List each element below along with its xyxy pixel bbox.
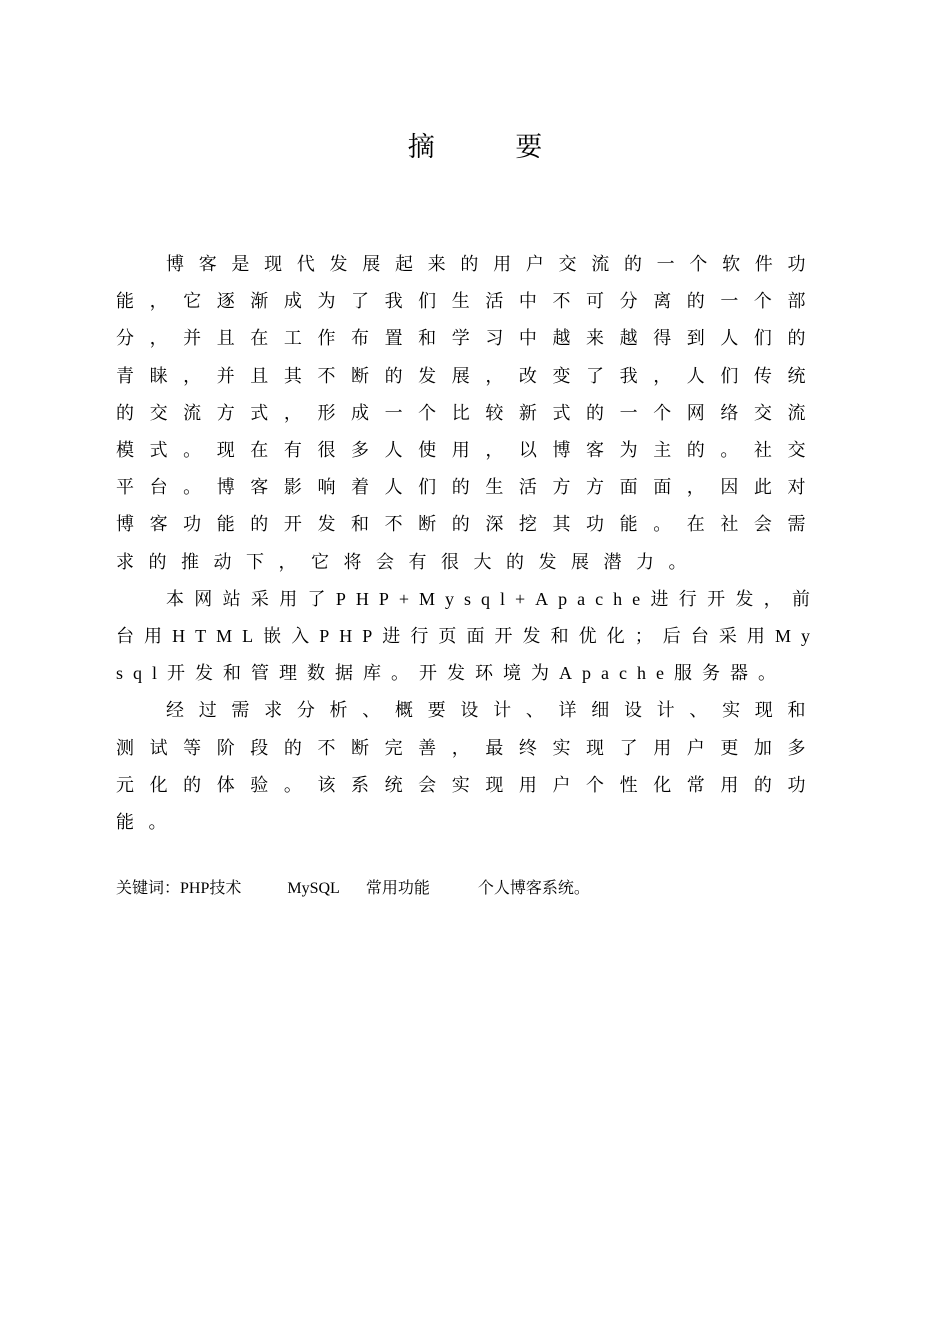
keyword-item: MySQL	[287, 880, 340, 897]
abstract-body	[116, 246, 820, 841]
keyword-item: 个人博客系统。	[477, 880, 590, 897]
abstract-paragraph-1: 博客是现代发展起来的用户交流的一个软件功能，它逐渐成为了我们生活中不可分离的一个部分，并且在工作布置和学习中越来越得到人们的青睐，并且其不断的发展，改变了我，人们传统的交流方式，形成一个比较新式的一个网络交流模式。现在有很多人使用，以博客为主的。社交平台。博客影响着人们的生活方方面面，因此对博客功能的开发和不断的深挖其功能。在社会需求的推动下，它将会有很大的发展潜力。	[116, 254, 820, 572]
keywords-label: 关键词：	[116, 880, 181, 897]
abstract-paragraph-3: 经过需求分析、概要设计、详细设计、实现和测试等阶段的不断完善，最终实现了用户更加多元化的体验。该系统会实现用户个性化常用的功能。	[116, 700, 820, 833]
abstract-paragraph-2: 本网站采用了PHP+Mysql+Apache进行开发，前台用HTML嵌入PHP进行页面开发和优化；后台采用Mysql开发和管理数据库。开发环境为Apache服务器。	[116, 588, 820, 684]
keyword-item: 常用功能	[365, 880, 430, 897]
keywords-line	[116, 876, 590, 902]
keyword-item: PHP技术	[180, 880, 242, 897]
abstract-title: 摘 要	[407, 132, 579, 163]
